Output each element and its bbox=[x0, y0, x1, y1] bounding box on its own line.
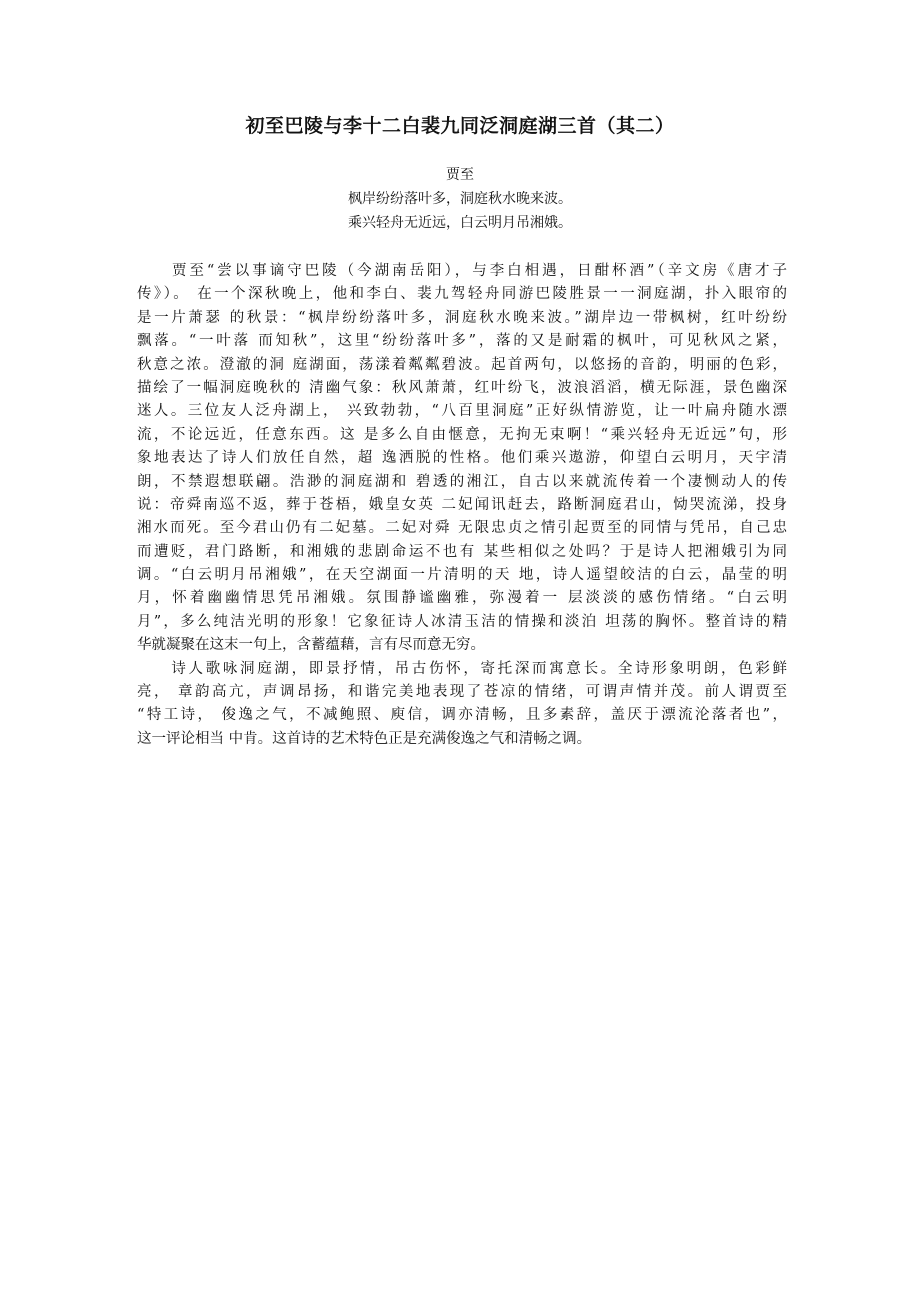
text-line: 亮， 章韵高亢，声调昂扬，和谐完美地表现了苍凉的情绪，可谓声情并茂。前人谓贾至 bbox=[137, 684, 787, 701]
text-line: 飘落。“一叶落 而知秋”，这里“纷纷落叶多”，落的又是耐霜的枫叶，可见秋风之紧， bbox=[137, 333, 787, 350]
text-line: 流，不论远近，任意东西。这 是多么自由惬意，无拘无束啊！“乘兴轻舟无近远”句，形 bbox=[137, 426, 787, 443]
text-line: 朗，不禁遐想联翩。浩渺的洞庭湖和 碧透的湘江，自古以来就流传着一个凄恻动人的传 bbox=[137, 473, 787, 490]
text-line: 诗人歌咏洞庭湖，即景抒情，吊古伤怀，寄托深而寓意长。全诗形象明朗，色彩鲜 bbox=[137, 660, 787, 677]
text-line: 湘水而死。至今君山仍有二妃墓。二妃对舜 无限忠贞之情引起贾至的同情与凭吊，自己忠 bbox=[137, 520, 787, 537]
text-line: 这一评论相当 中肯。这首诗的艺术特色正是充满俊逸之气和清畅之调。 bbox=[137, 730, 592, 747]
text-line: 象地表达了诗人们放任自然，超 逸洒脱的性格。他们乘兴遨游，仰望白云明月，天宇清 bbox=[137, 450, 787, 467]
text-line: 贾至“尝以事谪守巴陵（今湖南岳阳），与李白相遇，日酣杯酒”（辛文房《唐才子 bbox=[137, 263, 787, 279]
poem-line: 枫岸纷纷落叶多，洞庭秋水晚来波。 bbox=[348, 191, 572, 207]
text-line: “特工诗， 俊逸之气，不减鲍照、庾信，调亦清畅，且多素辞，盖厌于漂流沦落者也”， bbox=[137, 707, 787, 724]
text-line: 传》）。 在一个深秋晚上，他和李白、裴九驾轻舟同游巴陵胜景一一洞庭湖，扑入眼帘的 bbox=[137, 286, 787, 303]
text-line: 调。“白云明月吊湘娥”，在天空湖面一片清明的天 地，诗人遥望皎洁的白云，晶莹的明 bbox=[137, 567, 787, 584]
poem-line: 乘兴轻舟无近远，白云明月吊湘娥。 bbox=[348, 215, 572, 231]
text-line: 月”，多么纯洁光明的形象！它象征诗人冰清玉洁的情操和淡泊 坦荡的胸怀。整首诗的精 bbox=[137, 613, 787, 630]
commentary-body bbox=[137, 260, 787, 751]
paragraph-2 bbox=[137, 658, 787, 752]
poem-block bbox=[0, 163, 920, 235]
text-line: 月，怀着幽幽情思凭吊湘娥。氛围静谧幽雅，弥漫着一 层淡淡的感伤情绪。“白云明 bbox=[137, 590, 787, 607]
text-line: 说：帝舜南巡不返，葬于苍梧，娥皇女英 二妃闻讯赶去，路断洞庭君山，恸哭流涕，投身 bbox=[137, 496, 787, 513]
poem-author: 贾至 bbox=[446, 167, 474, 183]
text-line: 是一片萧瑟 的秋景：“枫岸纷纷落叶多，洞庭秋水晚来波。”湖岸边一带枫树，红叶纷纷 bbox=[137, 309, 787, 326]
text-line: 而遭贬，君门路断，和湘娥的悲剧命运不也有 某些相似之处吗？于是诗人把湘娥引为同 bbox=[137, 543, 787, 560]
document-title: 初至巴陵与李十二白裴九同泛洞庭湖三首（其二） bbox=[245, 115, 675, 137]
text-line: 描绘了一幅洞庭晚秋的 清幽气象：秋风萧萧，红叶纷飞，波浪滔滔，横无际涯，景色幽深 bbox=[137, 379, 787, 396]
paragraph-1 bbox=[137, 260, 787, 658]
text-line: 华就凝聚在这末一句上，含蓄蕴藉，言有尽而意无穷。 bbox=[137, 637, 485, 654]
text-line: 秋意之浓。澄澈的洞 庭湖面，荡漾着粼粼碧波。起首两句，以悠扬的音韵，明丽的色彩， bbox=[137, 356, 787, 373]
text-line: 迷人。三位友人泛舟湖上， 兴致勃勃，“八百里洞庭”正好纵情游览，让一叶扁舟随水漂 bbox=[137, 403, 787, 420]
